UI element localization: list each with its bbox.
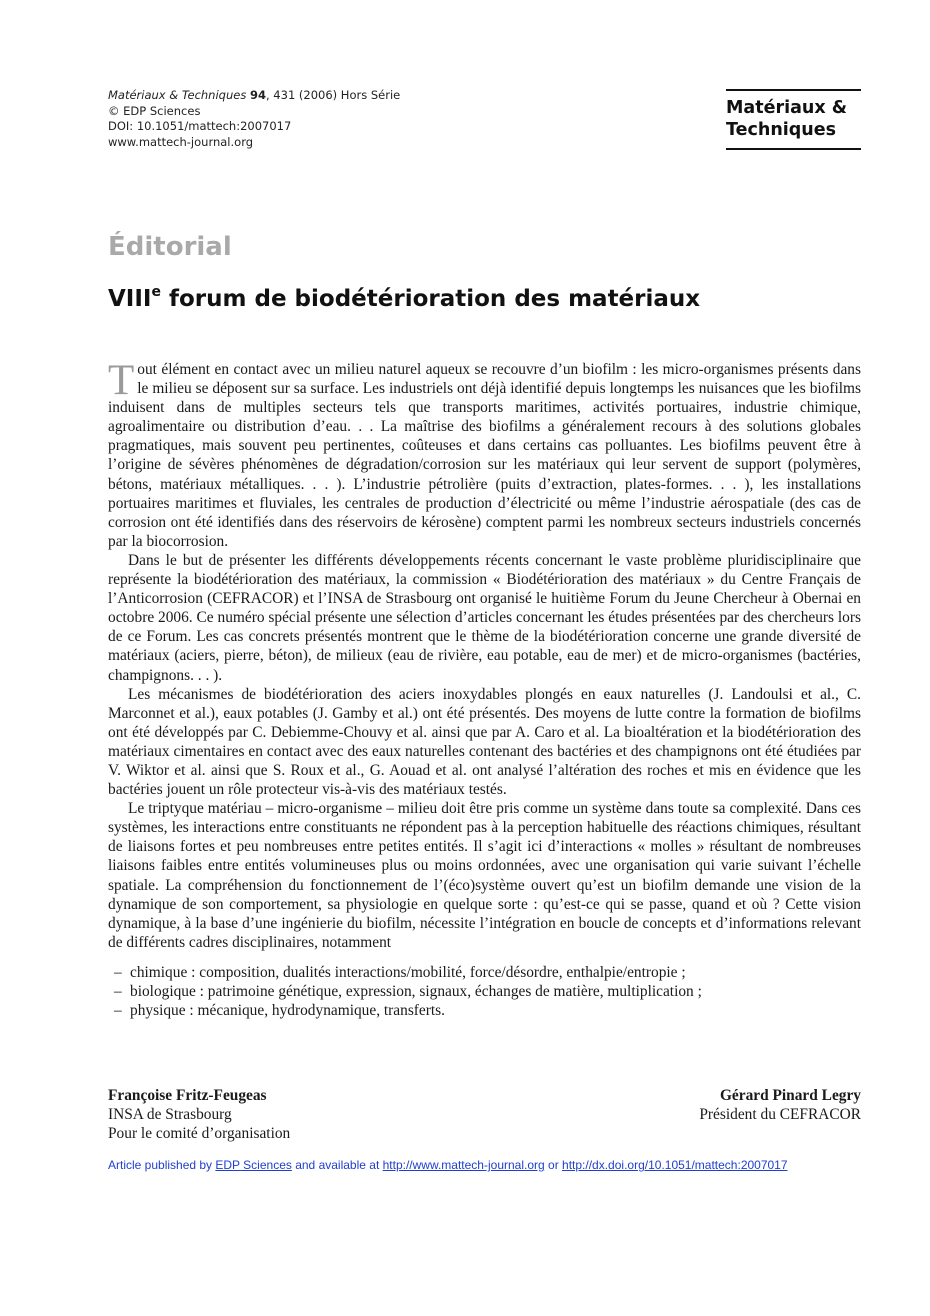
- edp-sciences-link[interactable]: EDP Sciences: [215, 1158, 292, 1172]
- article-title: [108, 284, 700, 312]
- paragraph-4: Le triptyque matériau – micro-organisme – milieu doit être pris comme un système dans toute sa complexité. Dans ces systèmes, les interactions entre constituants ne répondent pas à la perception habituelle des réactions chimiques, résultant de liaisons fortes et peu nombreuses entre petites entités. Il s’agit ici d’interactions « molles » résultant de nombreuses liaisons faibles entre entités volumineuses plus ou moins ordonnées, avec une organisation qui varie suivant l’échelle spatiale. La compréhension du fonctionnement de l’(éco)système ouvert qu’est un biofilm demande une vision de la dynamique de son comportement, sa physiologie en quelque sorte : qu’est-ce qui se passe, quand et où ? Cette vision dynamique, à la base d’une ingénierie du biofilm, nécessite l’intégration en boucle de concepts et d’informations relevant de différents cadres disciplinaires, notamment: [108, 800, 861, 951]
- bullet-list: [108, 963, 861, 1020]
- list-item-text: physique : mécanique, hydrodynamique, transferts.: [130, 1002, 445, 1020]
- doi-line: DOI: 10.1051/mattech:2007017: [108, 119, 292, 133]
- drop-cap: T: [108, 357, 135, 404]
- logo-line-2: Techniques: [726, 120, 837, 140]
- citation-line: [108, 88, 438, 104]
- list-item-text: chimique : composition, dualités interactions/mobilité, force/désordre, enthalpie/entropie ;: [130, 963, 686, 981]
- list-item-text: biologique : patrimoine génétique, expression, signaux, échanges de matière, multiplication ;: [130, 983, 702, 1000]
- footer-text-1: Article published by: [108, 1158, 216, 1172]
- website-line: www.mattech-journal.org: [108, 134, 254, 149]
- journal-website-link[interactable]: http://www.mattech-journal.org: [382, 1158, 545, 1172]
- footer-text-3: or: [544, 1158, 563, 1172]
- section-heading: Éditorial: [108, 232, 232, 262]
- signature-right: [699, 1086, 861, 1124]
- title-rest: forum de biodétérioration des matériaux: [160, 286, 701, 312]
- paragraph-1: [108, 357, 861, 551]
- author-role-right: Président du CEFRACOR: [699, 1106, 861, 1124]
- signature-left: [108, 1086, 290, 1143]
- bullet-dash: –: [114, 1002, 122, 1020]
- bullet-dash: –: [114, 983, 122, 1000]
- author-role-left: Pour le comité d’organisation: [108, 1125, 291, 1143]
- journal-logo: [726, 89, 861, 150]
- publication-footer: [108, 1158, 788, 1172]
- logo-line-1: Matériaux &: [726, 98, 847, 118]
- journal-header: [108, 88, 438, 150]
- list-item: [108, 963, 861, 982]
- paragraph-1-text: out élément en contact avec un milieu naturel aqueux se recouvre d’un biofilm : les micro-organismes présents dans le milieu se déposent sur sa surface. Les industriels ont déjà identifié depuis longtemps les nuisances que les biofilms induisent dans de multiples secteurs tels que transports maritimes, activités portuaires, industrie chimique, agroalimentaire ou distribution d’eau. . . La maîtrise des biofilms a généralement recours à des solutions globales pragmatiques, mais souvent peu pertinentes, coûteuses et dans certains cas polluantes. Les biofilms peuvent être à l’origine de sévères phénomènes de dégradation/corrosion sur les matériaux qui leur servent de support (polymères, bétons, matériaux métalliques. . . ). L’industrie pétrolière (puits d’extraction, plates-formes. . . ), les installations portuaires maritimes et fluviales, les centrales de production d’électricité ou même l’industrie aérospatiale (des cas de corrosion ont été identifiés dans des réservoirs de kérosène) comptent parmi les nombreux secteurs industriels concernés par la biocorrosion.: [108, 361, 861, 550]
- title-prefix: VIII: [108, 286, 152, 312]
- volume-number: 94: [249, 88, 266, 102]
- list-item: [108, 1001, 861, 1020]
- pages-year: , 431 (2006) Hors Série: [266, 88, 401, 102]
- copyright-line: © EDP Sciences: [108, 103, 201, 118]
- paragraph-2: Dans le but de présenter les différents développements récents concernant le vaste problème pluridisciplinaire que représente la biodétérioration des matériaux, la commission « Biodétérioration des matériaux » du Centre Français de l’Anticorrosion (CEFRACOR) et l’INSA de Strasbourg ont organisé le huitième Forum du Jeune Chercheur à Obernai en octobre 2006. Ce numéro spécial présente une sélection d’articles concernant les études présentées par des chercheurs lors de ce Forum. Les cas concrets présentés montrent que le thème de la biodétérioration concerne une grande diversité de matériaux (aciers, pierre, béton), de milieux (eau de rivière, eau potable, eau de mer) et de micro-organismes (bactéries, champignons. . . ).: [108, 551, 861, 684]
- title-superscript: e: [151, 284, 161, 300]
- author-name-right: Gérard Pinard Legry: [719, 1087, 861, 1104]
- article-body: [108, 357, 861, 1020]
- paragraph-3: Les mécanismes de biodétérioration des aciers inoxydables plongés en eaux naturelles (J. Landoulsi et al., C. Marconnet et al.), eaux potables (J. Gamby et al.) ont été présentés. Des moyens de lutte contre la formation de biofilms ont été développés par C. Debiemme-Chouvy et al. ainsi que par A. Caro et al. La bioaltération et la biodétérioration des matériaux cimentaires en contact avec des eaux naturelles contenant des bactéries et des champignons ont été étudiées par V. Wiktor et al. ainsi que S. Roux et al., G. Aouad et al. ont analysé l’altération des roches et mis en évidence que les bactéries jouent un rôle protecteur vis-à-vis des matériaux testés.: [108, 685, 861, 799]
- author-name-left: Françoise Fritz-Feugeas: [108, 1087, 267, 1104]
- footer-text-2: and available at: [291, 1158, 383, 1172]
- doi-link[interactable]: http://dx.doi.org/10.1051/mattech:2007017: [562, 1158, 788, 1172]
- bullet-dash: –: [114, 963, 122, 981]
- journal-name: Matériaux & Techniques: [108, 88, 247, 102]
- list-item: [108, 982, 861, 1001]
- author-affiliation-left: INSA de Strasbourg: [108, 1106, 232, 1124]
